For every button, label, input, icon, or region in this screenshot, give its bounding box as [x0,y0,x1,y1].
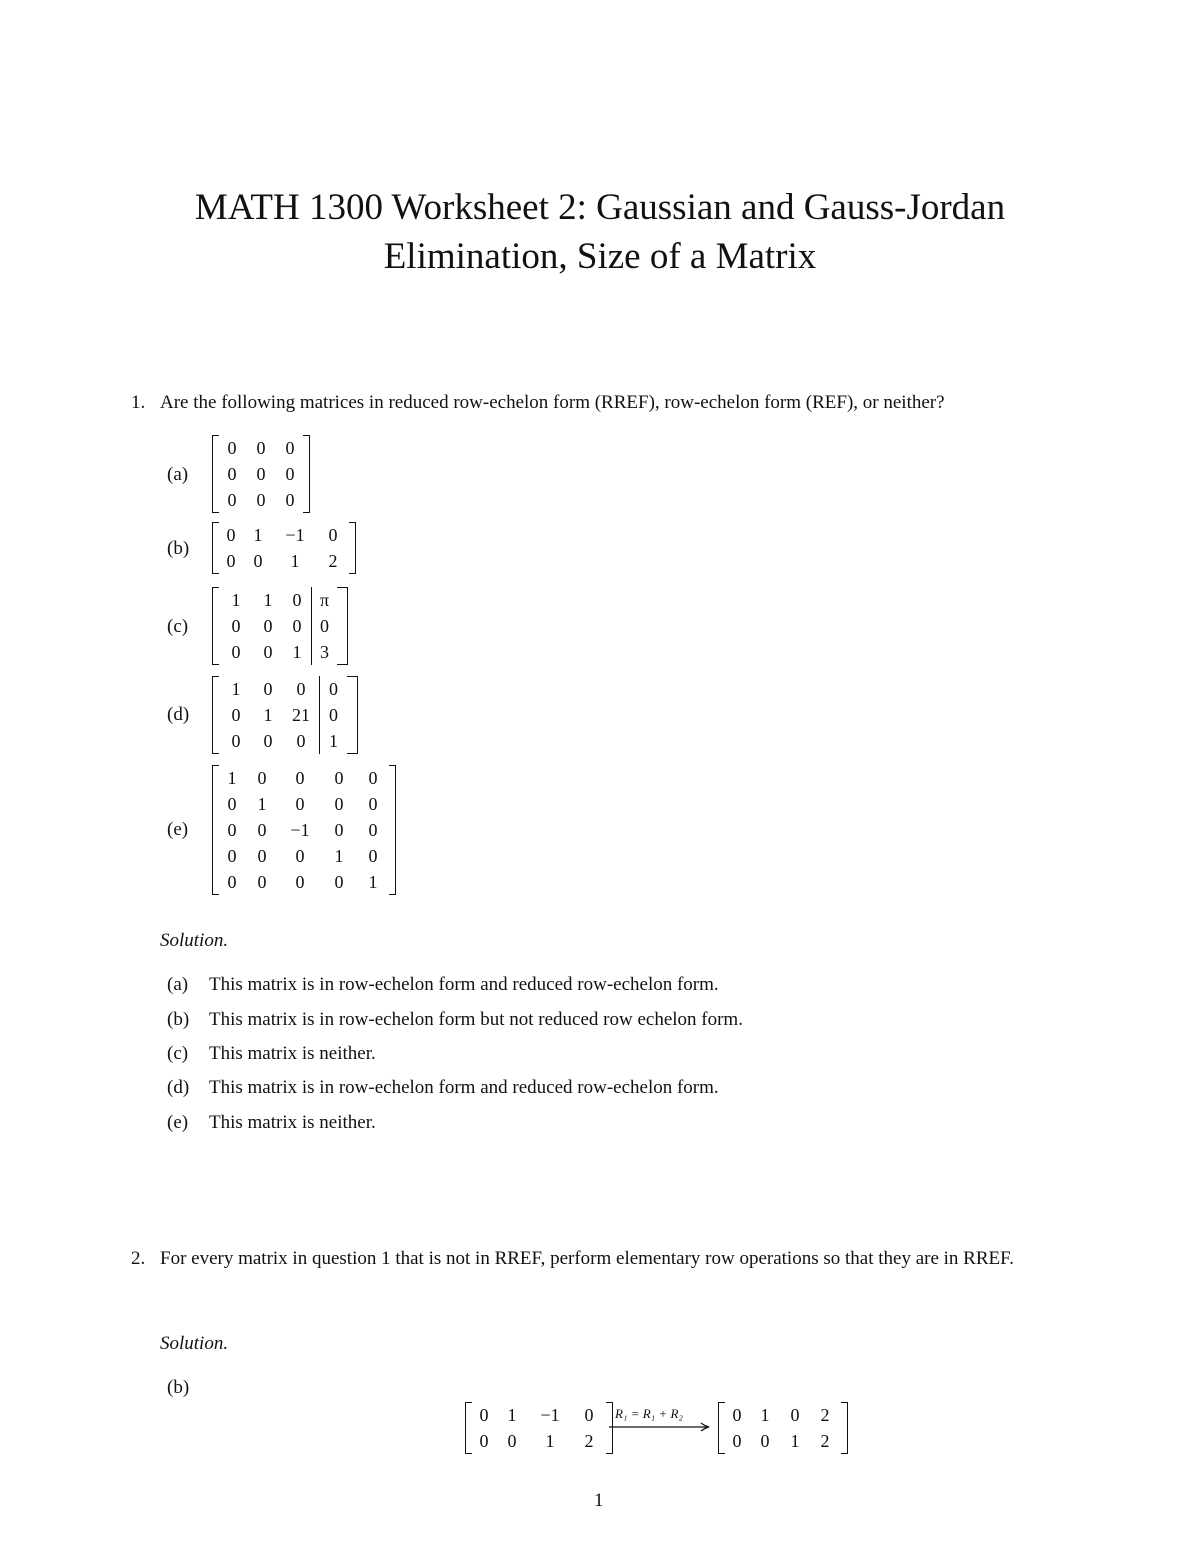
matrix-e-grid-cell-r3-c4: 0 [334,820,344,840]
matrix-d-grid-cell-r1-c1: 1 [231,679,241,699]
matrix-a-grid-cell-r3-c1: 0 [227,490,237,510]
matrix-c [212,587,348,665]
q1-solution-a-label: (a) [167,974,189,995]
matrix-c-grid-cell-r3-c2: 0 [263,642,273,662]
matrix-a [212,435,310,513]
matrix-a-grid-cell-r1-c3: 0 [285,438,295,458]
matrix-c-grid-cell-r1-c2: 1 [263,590,273,610]
matrix-d-grid-cell-r2-c3: 21 [292,705,310,725]
q2-matrix-before-grid-cell-r1-c3: −1 [540,1405,560,1425]
title-line-1: MATH 1300 Worksheet 2: Gaussian and Gauss-Jordan [194,187,1006,228]
q2-matrix-after-grid-cell-r1-c1: 0 [732,1405,742,1425]
matrix-e-grid-cell-r3-c3: −1 [290,820,310,840]
q2-matrix-before-grid-cell-r1-c2: 1 [507,1405,517,1425]
matrix-c-grid-cell-r2-c4: 0 [311,613,337,639]
q2-solution-label: Solution. [160,1333,229,1354]
matrix-e-grid-cell-r3-c2: 0 [257,820,267,840]
matrix-c-grid-cell-r1-c4: π [311,587,337,613]
matrix-c-grid-cell-r3-c4: 3 [311,639,337,665]
question-1-number: 1. [131,392,146,413]
q2-matrix-before [465,1402,613,1454]
matrix-e [212,765,396,895]
page-number: 1 [594,1490,604,1511]
matrix-e-grid-cell-r2-c2: 1 [257,794,267,814]
matrix-c-grid-cell-r3-c1: 0 [231,642,241,662]
question-2-number: 2. [131,1248,146,1269]
q1-solution-e [167,1112,376,1134]
matrix-e-grid-cell-r3-c1: 0 [227,820,237,840]
question-1-text: Are the following matrices in reduced row-echelon form (RREF), row-echelon form (REF), or neither? [160,392,945,413]
matrix-b-grid-cell-r1-c2: 1 [253,525,263,545]
matrix-b-grid-cell-r1-c3: −1 [285,525,305,545]
matrix-c-grid-cell-r2-c3: 0 [292,616,302,636]
q1-solution-label: Solution. [160,930,229,951]
matrix-d-grid-cell-r2-c2: 1 [263,705,273,725]
q1-solution-b [167,1009,743,1031]
q2-matrix-after-grid-cell-r1-c2: 1 [760,1405,770,1425]
matrix-b-grid-cell-r1-c4: 0 [328,525,338,545]
q2-matrix-after-grid [725,1402,841,1454]
matrix-d-grid-cell-r3-c2: 0 [263,731,273,751]
matrix-c-grid-cell-r3-c3: 1 [292,642,302,662]
matrix-b-grid-cell-r1-c1: 0 [226,525,236,545]
right-arrow-icon [609,1422,711,1432]
matrix-e-grid-cell-r4-c5: 0 [368,846,378,866]
matrix-e-grid-cell-r2-c3: 0 [295,794,305,814]
matrix-a-grid-cell-r3-c2: 0 [256,490,266,510]
matrix-b [212,522,356,574]
matrix-b-grid-cell-r2-c1: 0 [226,551,236,571]
matrix-c-grid-cell-r1-c1: 1 [231,590,241,610]
matrix-e-grid [219,765,389,895]
q2-matrix-after-grid-cell-r1-c3: 0 [790,1405,800,1425]
matrix-e-grid-cell-r4-c3: 0 [295,846,305,866]
matrix-e-grid-cell-r5-c1: 0 [227,872,237,892]
q1-solution-b-label: (b) [167,1009,190,1030]
matrix-e-grid-cell-r1-c2: 0 [257,768,267,788]
matrix-e-grid-cell-r4-c4: 1 [334,846,344,866]
row-operation-label: R₁ = R₁ + R₂ [615,1406,683,1421]
matrix-e-grid-cell-r1-c1: 1 [227,768,237,788]
q2-matrix-before-grid-cell-r2-c3: 1 [545,1431,555,1451]
matrix-a-grid [219,435,303,513]
part-e-label: (e) [167,819,189,840]
matrix-a-grid-cell-r2-c2: 0 [256,464,266,484]
matrix-b-grid-cell-r2-c3: 1 [290,551,300,571]
matrix-e-grid-cell-r1-c5: 0 [368,768,378,788]
matrix-e-grid-cell-r5-c2: 0 [257,872,267,892]
q2-matrix-after-grid-cell-r1-c4: 2 [820,1405,830,1425]
matrix-e-grid-cell-r2-c1: 0 [227,794,237,814]
matrix-d-grid [219,676,347,754]
matrix-a-grid-cell-r1-c2: 0 [256,438,266,458]
matrix-e-grid-cell-r2-c4: 0 [334,794,344,814]
q2-matrix-after-grid-cell-r2-c1: 0 [732,1431,742,1451]
q1-solution-c-label: (c) [167,1043,189,1064]
matrix-d-grid-cell-r2-c1: 0 [231,705,241,725]
q2-matrix-after-grid-cell-r2-c3: 1 [790,1431,800,1451]
q1-solution-d [167,1077,719,1099]
q2-matrix-after [718,1402,848,1454]
q2-matrix-before-grid-cell-r1-c4: 0 [584,1405,594,1425]
part-c-label: (c) [167,616,189,637]
q1-solution-a-text: This matrix is in row-echelon form and reduced row-echelon form. [209,974,719,995]
part-b-label: (b) [167,538,190,559]
q2-matrix-before-grid-cell-r2-c2: 0 [507,1431,517,1451]
matrix-c-grid-cell-r2-c2: 0 [263,616,273,636]
matrix-c-grid-cell-r1-c3: 0 [292,590,302,610]
title-line-2: Elimination, Size of a Matrix [383,236,817,277]
q1-solution-d-text: This matrix is in row-echelon form and reduced row-echelon form. [209,1077,719,1098]
matrix-d-grid-cell-r2-c4: 0 [319,702,347,728]
row-operation-arrow [609,1404,711,1434]
matrix-b-grid-cell-r2-c4: 2 [328,551,338,571]
matrix-d-grid-cell-r3-c4: 1 [319,728,347,754]
q1-solution-e-label: (e) [167,1112,189,1133]
q1-solution-b-text: This matrix is in row-echelon form but not reduced row echelon form. [209,1009,743,1030]
matrix-d-grid-cell-r1-c2: 0 [263,679,273,699]
q1-solution-c-text: This matrix is neither. [209,1043,376,1064]
matrix-d-grid-cell-r1-c3: 0 [296,679,306,699]
q1-solution-d-label: (d) [167,1077,190,1098]
matrix-a-grid-cell-r3-c3: 0 [285,490,295,510]
matrix-b-grid [219,522,349,574]
q2-matrix-before-grid-cell-r2-c1: 0 [479,1431,489,1451]
matrix-e-grid-cell-r3-c5: 0 [368,820,378,840]
matrix-d-grid-cell-r1-c4: 0 [319,676,347,702]
matrix-e-grid-cell-r5-c5: 1 [368,872,378,892]
q1-solution-a [167,974,719,996]
q2-matrix-after-grid-cell-r2-c2: 0 [760,1431,770,1451]
matrix-d-grid-cell-r3-c1: 0 [231,731,241,751]
matrix-c-grid-cell-r2-c1: 0 [231,616,241,636]
question-2-text: For every matrix in question 1 that is not in RREF, perform elementary row operations so that they are in RREF. [160,1248,1014,1269]
matrix-e-grid-cell-r1-c3: 0 [295,768,305,788]
matrix-e-grid-cell-r2-c5: 0 [368,794,378,814]
matrix-e-grid-cell-r1-c4: 0 [334,768,344,788]
matrix-d-grid-cell-r3-c3: 0 [296,731,306,751]
q2-matrix-before-grid [472,1402,606,1454]
q2-matrix-before-grid-cell-r1-c1: 0 [479,1405,489,1425]
part-a-label: (a) [167,464,189,485]
q1-solution-c [167,1043,376,1065]
matrix-e-grid-cell-r4-c1: 0 [227,846,237,866]
matrix-b-grid-cell-r2-c2: 0 [253,551,263,571]
part-d-label: (d) [167,704,190,725]
matrix-d [212,676,358,754]
page-title [0,183,1200,281]
matrix-c-grid [219,587,337,665]
matrix-a-grid-cell-r2-c1: 0 [227,464,237,484]
q2-matrix-after-grid-cell-r2-c4: 2 [820,1431,830,1451]
matrix-a-grid-cell-r1-c1: 0 [227,438,237,458]
q2-part-b-label: (b) [167,1377,190,1398]
matrix-a-grid-cell-r2-c3: 0 [285,464,295,484]
q1-solution-e-text: This matrix is neither. [209,1112,376,1133]
matrix-e-grid-cell-r5-c4: 0 [334,872,344,892]
matrix-e-grid-cell-r4-c2: 0 [257,846,267,866]
q2-matrix-before-grid-cell-r2-c4: 2 [584,1431,594,1451]
matrix-e-grid-cell-r5-c3: 0 [295,872,305,892]
